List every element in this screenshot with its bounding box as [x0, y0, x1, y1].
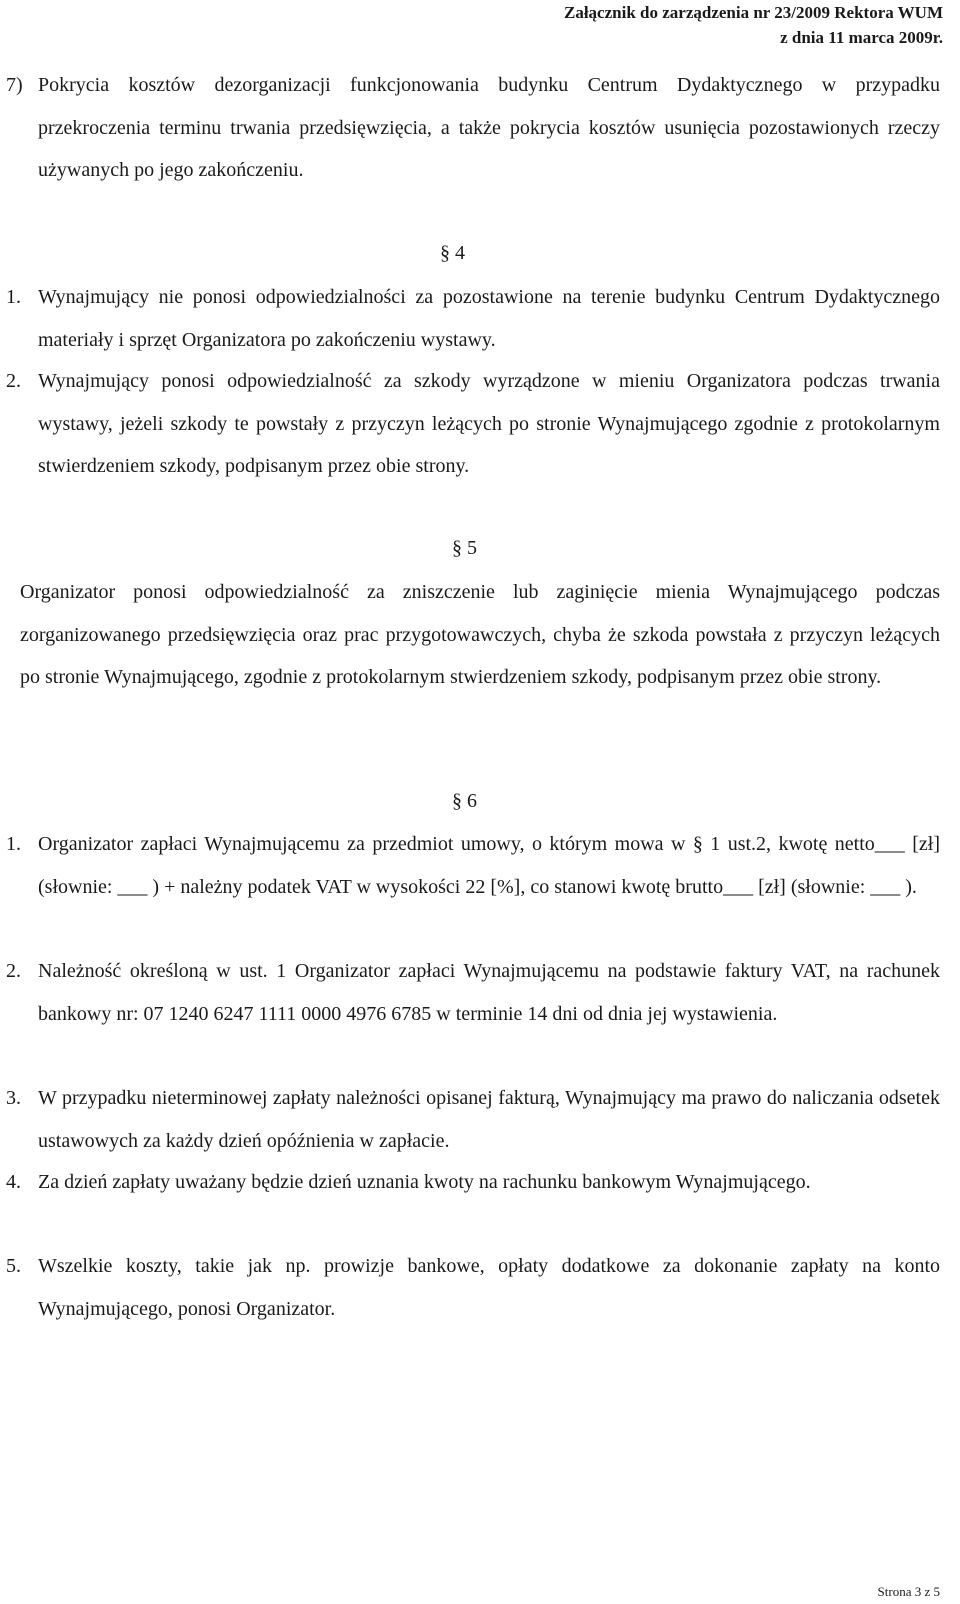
item-number: 2. — [6, 960, 21, 982]
item-number: 5. — [6, 1255, 21, 1277]
page-number: Strona 3 z 5 — [877, 1584, 940, 1599]
section-6-heading: § 6 — [452, 790, 477, 812]
section-6-item-5 — [0, 1245, 960, 1330]
item-number: 1. — [6, 286, 21, 308]
section-4-item-2 — [0, 360, 960, 488]
section-6-item-1 — [0, 823, 960, 908]
section-6-item-2 — [0, 950, 960, 1035]
item-number: 3. — [6, 1087, 21, 1109]
section-5-text: Organizator ponosi odpowiedzialność za zniszczenie lub zaginięcie mienia Wynajmującego podczas zorganizowanego przedsięwzięcia oraz prac przygotowawczych, chyba że szkoda powstała z przyczyn leżących po stronie Wynajmującego, zgodnie z protokolarnym stwierdzeniem szkody, podpisanym przez obie strony. — [20, 581, 940, 688]
item-text: Wynajmujący nie ponosi odpowiedzialności za pozostawione na terenie budynku Centrum Dydaktycznego materiały i sprzęt Organizatora po zakończeniu wystawy. — [38, 286, 940, 351]
item-number: 4. — [6, 1171, 21, 1193]
section-6-item-4 — [0, 1161, 960, 1204]
item-text: Wszelkie koszty, takie jak np. prowizje bankowe, opłaty dodatkowe za dokonanie zapłaty na konto Wynajmującego, ponosi Organizator. — [38, 1255, 940, 1320]
header-date-line: z dnia 11 marca 2009r. — [780, 28, 943, 47]
section-6-item-3 — [0, 1077, 960, 1162]
section-5-heading: § 5 — [452, 537, 477, 559]
item-text: Organizator zapłaci Wynajmującemu za przedmiot umowy, o którym mowa w § 1 ust.2, kwotę netto___ [zł] (słownie: ___ ) + należny podatek VAT w wysokości 22 [%], co stanowi kwotę brutto___ [zł] (słownie: ___ ). — [38, 833, 940, 898]
section-4-heading: § 4 — [440, 242, 465, 264]
clause-item-7 — [0, 64, 960, 192]
item-number: 1. — [6, 833, 21, 855]
item-text: Za dzień zapłaty uważany będzie dzień uznania kwoty na rachunku bankowym Wynajmującego. — [38, 1171, 811, 1193]
item-number: 2. — [6, 370, 21, 392]
item-text: Należność określoną w ust. 1 Organizator zapłaci Wynajmującemu na podstawie faktury VAT, na rachunek bankowy nr: 07 1240 6247 1111 0000 4976 6785 w terminie 14 dni od dnia jej wystawienia. — [38, 960, 940, 1025]
item-text: Pokrycia kosztów dezorganizacji funkcjonowania budynku Centrum Dydaktycznego w przypadku przekroczenia terminu trwania przedsięwzięcia, a także pokrycia kosztów usunięcia pozostawionych rzeczy używanych po jego zakończeniu. — [38, 74, 940, 181]
section-5-body — [0, 571, 960, 699]
section-4-item-1 — [0, 276, 960, 361]
page-header — [564, 0, 943, 50]
header-attachment-line: Załącznik do zarządzenia nr 23/2009 Rektora WUM — [563, 3, 943, 22]
item-number: 7) — [6, 74, 23, 96]
item-text: W przypadku nieterminowej zapłaty należności opisanej fakturą, Wynajmujący ma prawo do naliczania odsetek ustawowych za każdy dzień opóźnienia w zapłacie. — [38, 1087, 940, 1152]
item-text: Wynajmujący ponosi odpowiedzialność za szkody wyrządzone w mieniu Organizatora podczas trwania wystawy, jeżeli szkody te powstały z przyczyn leżących po stronie Wynajmującego zgodnie z protokolarnym stwierdzeniem szkody, podpisanym przez obie strony. — [38, 370, 940, 477]
